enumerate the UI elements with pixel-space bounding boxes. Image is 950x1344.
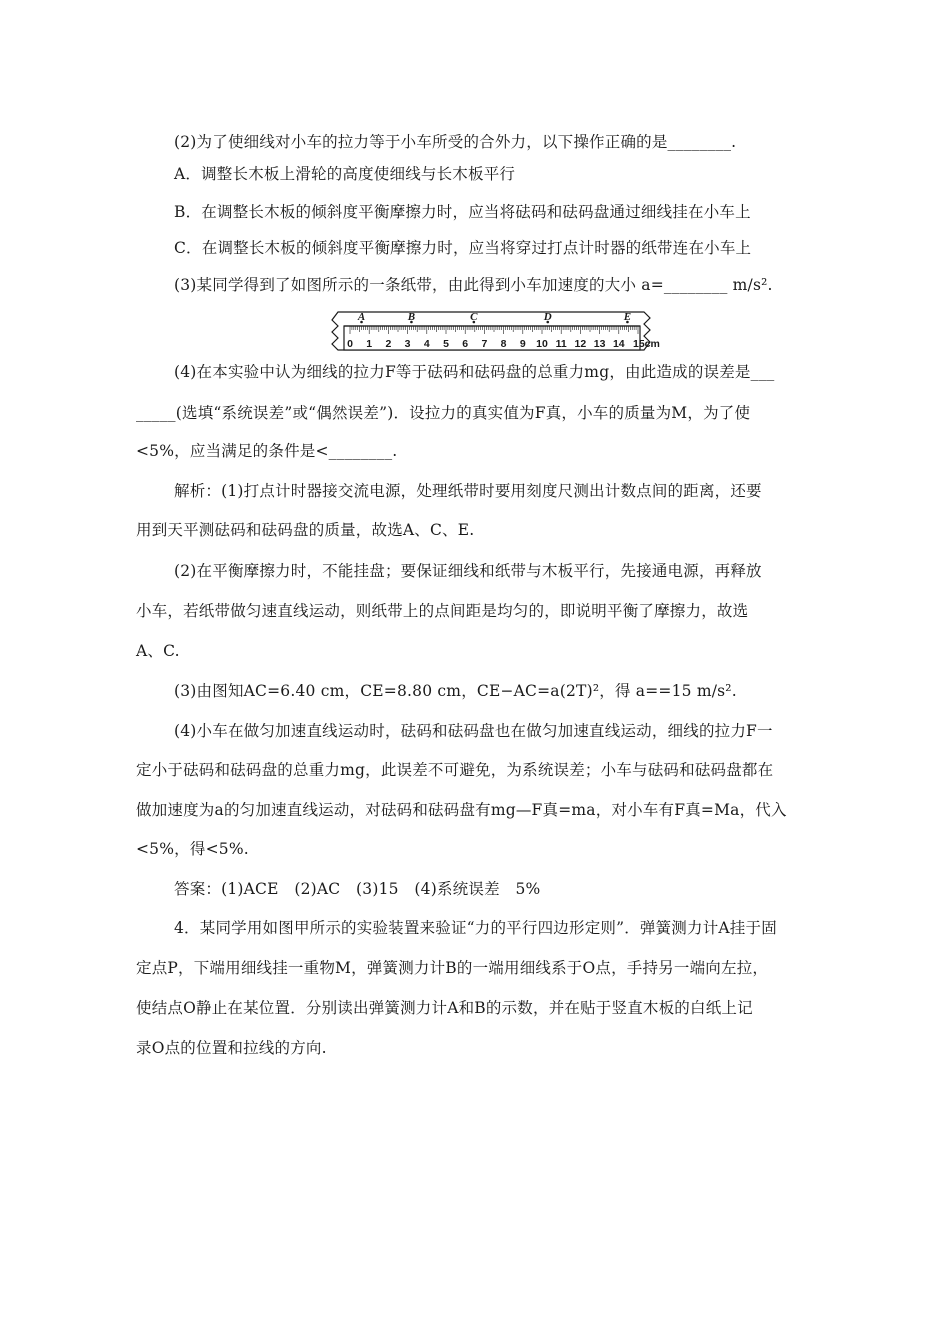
ruler-tick-label: 1 bbox=[366, 338, 373, 350]
ruler-tick-label: 10 bbox=[536, 338, 548, 350]
q2-option-a: A．调整长木板上滑轮的高度使细线与长木板平行 bbox=[174, 165, 516, 183]
analysis-p4-line-3: 做加速度为a的匀加速直线运动，对砝码和砝码盘有mg—F真=ma，对小车有F真=Ma，代入 bbox=[136, 801, 787, 819]
analysis-p1-line-2: 用到天平测砝码和砝码盘的质量，故选A、C、E. bbox=[136, 521, 475, 539]
analysis-p2-line-3: A、C. bbox=[136, 642, 180, 660]
analysis-p4-line-2: 定小于砝码和砝码盘的总重力mg，此误差不可避免，为系统误差；小车与砝码和砝码盘都在 bbox=[136, 761, 774, 779]
paper-tape-ruler-figure bbox=[330, 306, 660, 356]
q3-stem: (3)某同学得到了如图所示的一条纸带，由此得到小车加速度的大小 a=________ m/s². bbox=[174, 276, 773, 294]
analysis-p3: (3)由图知AC=6.40 cm，CE=8.80 cm，CE−AC=a(2T)²，得 a==15 m/s². bbox=[174, 682, 737, 700]
ruler-tick-label: 13 bbox=[593, 338, 606, 350]
question-4-line-3: 使结点O静止在某位置．分别读出弹簧测力计A和B的示数，并在贴于竖直木板的白纸上记 bbox=[136, 999, 753, 1017]
ruler-tick-label: 6 bbox=[462, 338, 469, 350]
ruler-tick-label: 14 bbox=[612, 338, 625, 350]
q2-option-b: B．在调整长木板的倾斜度平衡摩擦力时，应当将砝码和砝码盘通过细线挂在小车上 bbox=[174, 203, 751, 221]
tape-point-label: A bbox=[357, 311, 366, 323]
analysis-p2-line-1: (2)在平衡摩擦力时，不能挂盘；要保证细线和纸带与木板平行，先接通电源，再释放 bbox=[174, 562, 762, 580]
q4-line-2: _____(选填“系统误差”或“偶然误差”)．设拉力的真实值为F真，小车的质量为M，为了使 bbox=[136, 404, 751, 422]
answer-line: 答案：(1)ACE (2)AC (3)15 (4)系统误差 5% bbox=[174, 880, 541, 898]
tape-point-label: D bbox=[543, 311, 552, 323]
analysis-p1-line-1: 解析：(1)打点计时器接交流电源，处理纸带时要用刻度尺测出计数点间的距离，还要 bbox=[174, 482, 762, 500]
ruler-tick-label: 4 bbox=[423, 338, 430, 350]
question-4-line-1: 4．某同学用如图甲所示的实验装置来验证“力的平行四边形定则”．弹簧测力计A挂于固 bbox=[174, 919, 777, 937]
ruler-tick-label: 15cm bbox=[633, 338, 660, 350]
ruler-tick-label: 12 bbox=[574, 338, 587, 350]
question-4-line-4: 录O点的位置和拉线的方向. bbox=[136, 1039, 327, 1057]
q2-stem: (2)为了使细线对小车的拉力等于小车所受的合外力，以下操作正确的是________. bbox=[174, 133, 737, 151]
q4-line-1: (4)在本实验中认为细线的拉力F等于砝码和砝码盘的总重力mg，由此造成的误差是___ bbox=[174, 363, 775, 381]
analysis-p2-line-2: 小车，若纸带做匀速直线运动，则纸带上的点间距是均匀的，即说明平衡了摩擦力，故选 bbox=[136, 602, 749, 620]
ruler-tick-label: 7 bbox=[481, 338, 488, 350]
q2-option-c: C．在调整长木板的倾斜度平衡摩擦力时，应当将穿过打点计时器的纸带连在小车上 bbox=[174, 239, 752, 257]
analysis-p4-line-1: (4)小车在做匀加速直线运动时，砝码和砝码盘也在做匀加速直线运动，细线的拉力F一 bbox=[174, 722, 773, 740]
q4-line-3: <5%，应当满足的条件是<________. bbox=[136, 442, 398, 460]
analysis-p4-line-4: <5%，得<5%. bbox=[136, 840, 249, 858]
ruler-tick-label: 5 bbox=[443, 338, 449, 350]
ruler-tick-label: 2 bbox=[385, 338, 392, 350]
ruler-tick-label: 0 bbox=[347, 338, 353, 350]
question-4-line-2: 定点P，下端用细线挂一重物M，弹簧测力计B的一端用细线系于O点，手持另一端向左拉， bbox=[136, 959, 769, 977]
ruler-tick-label: 11 bbox=[555, 338, 567, 350]
ruler-tick-label: 3 bbox=[404, 338, 411, 350]
tape-point-label: C bbox=[470, 311, 478, 323]
ruler-tick-label: 8 bbox=[500, 338, 507, 350]
ruler-tick-label: 9 bbox=[519, 338, 526, 350]
tape-point-label: E bbox=[623, 311, 632, 323]
tape-point-label: B bbox=[407, 311, 416, 323]
